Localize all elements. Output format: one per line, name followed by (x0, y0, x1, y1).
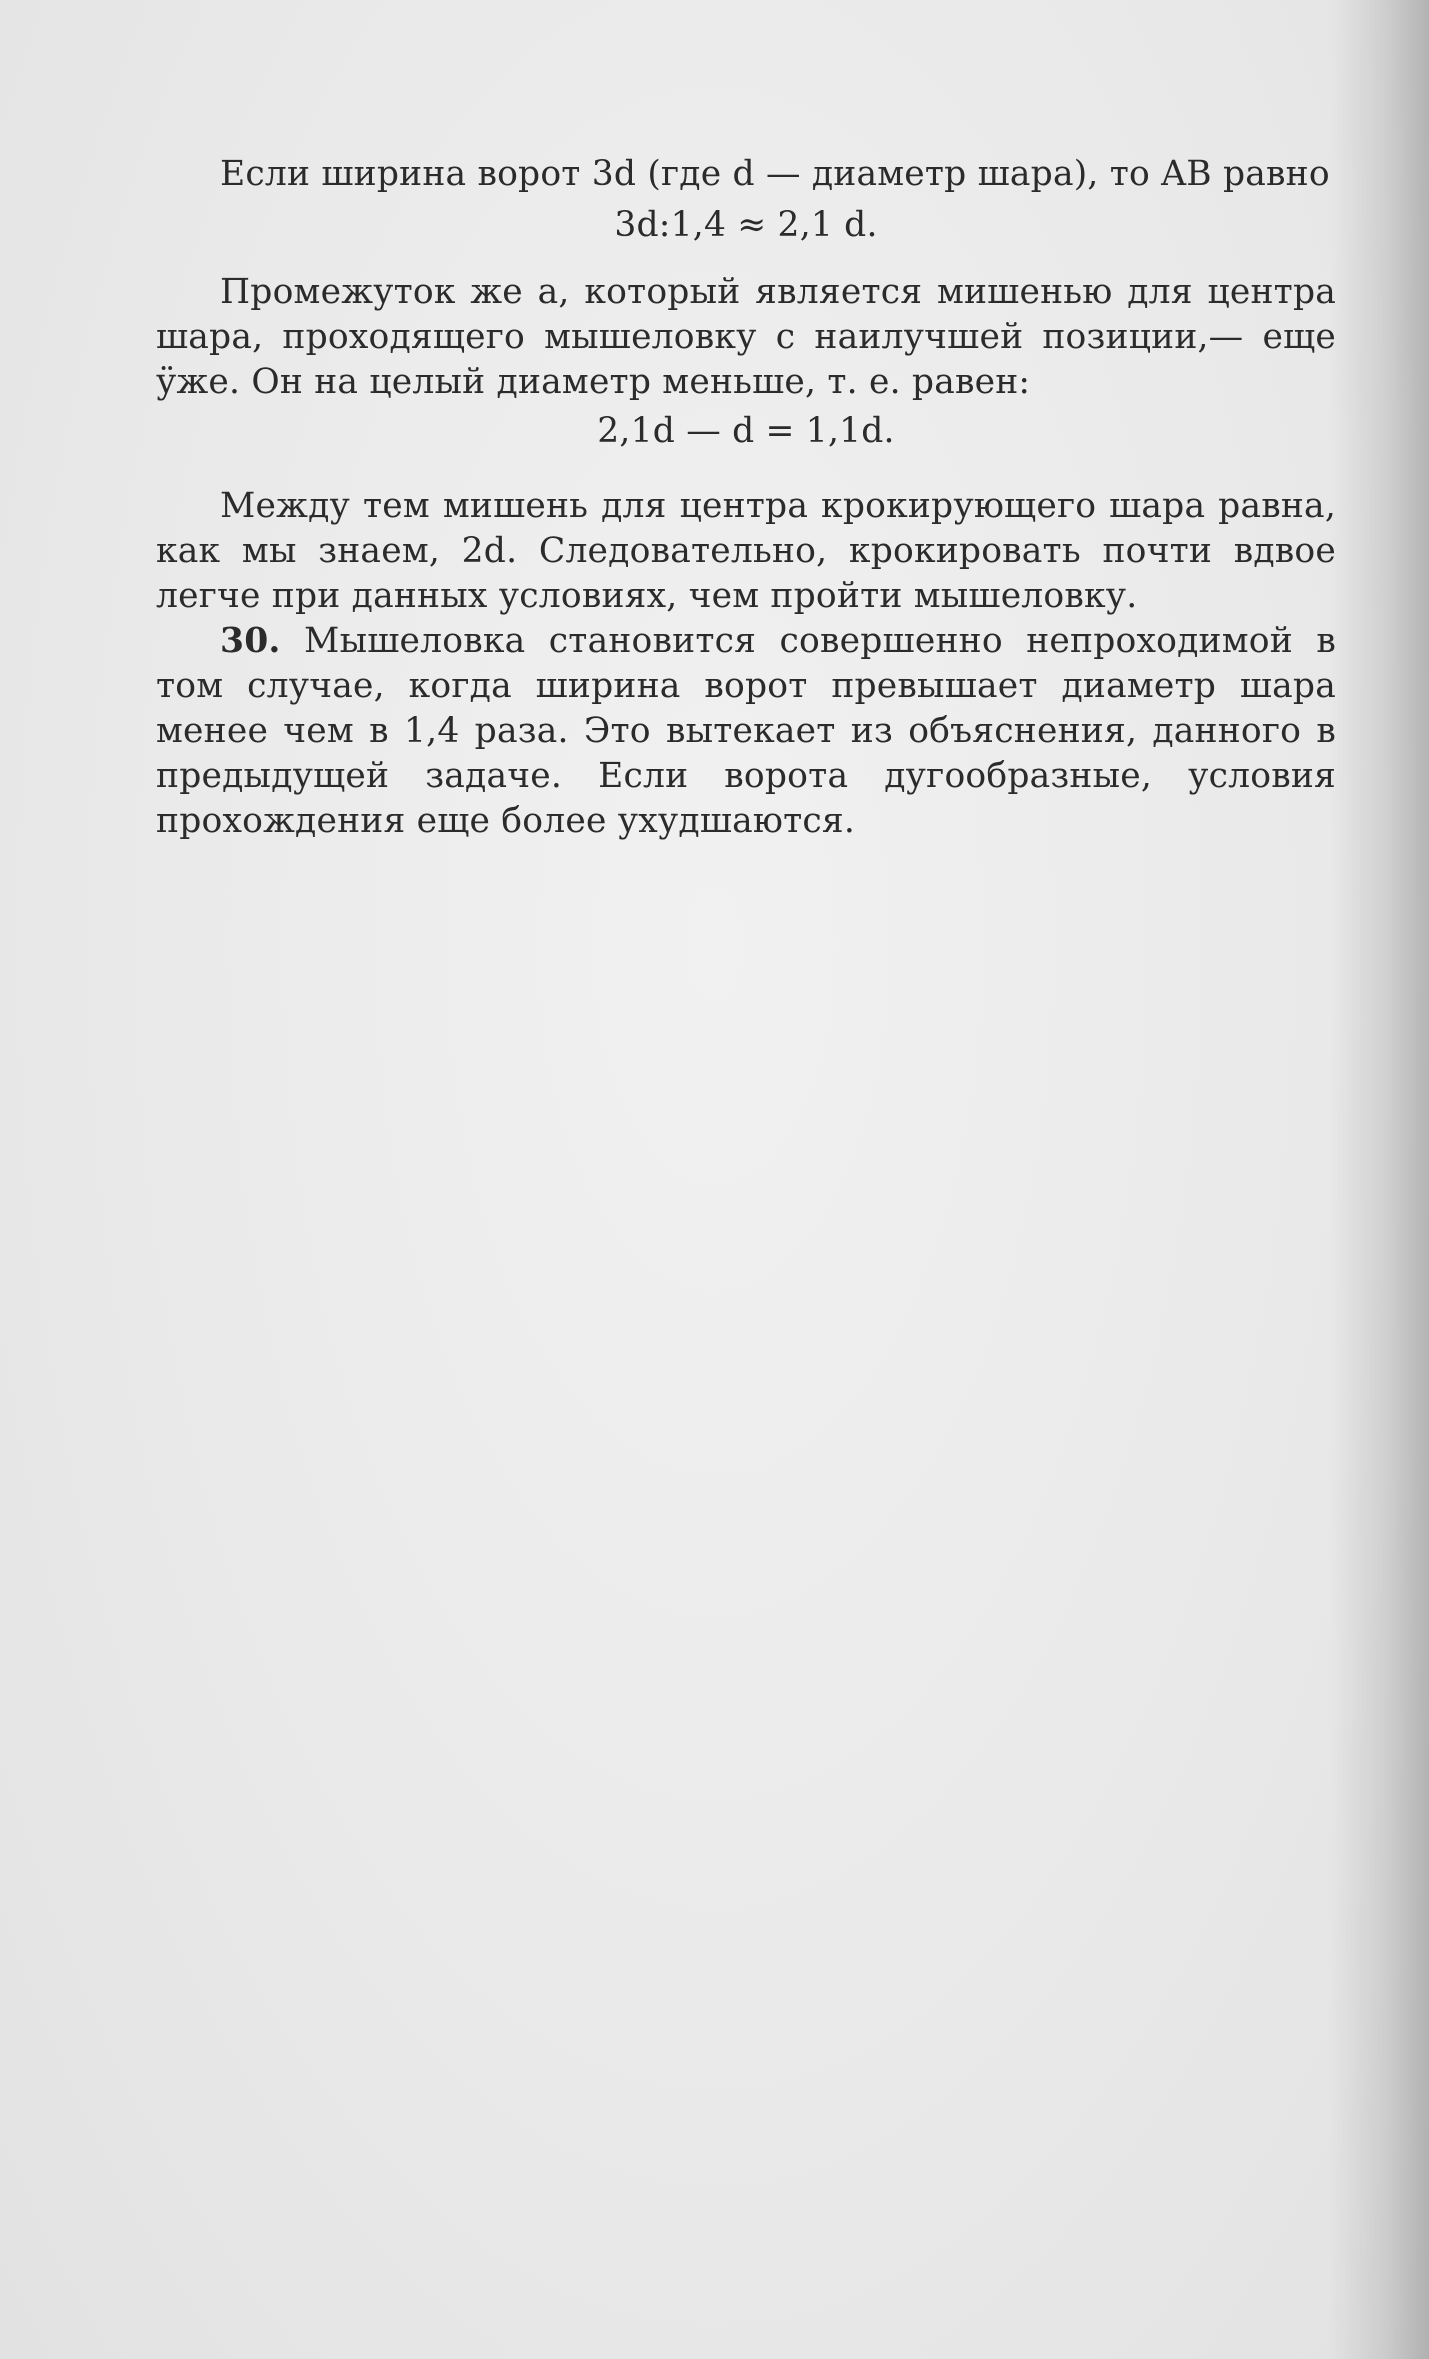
formula-1: 3d:1,4 ≈ 2,1 d. (614, 205, 878, 245)
problem-number: 30. (220, 621, 281, 661)
paragraph-2: Промежуток же a, который является мишенью для центра шара, проходящего мышеловку с наилучшей позиции,— еще ӱже. Он на целый диаметр меньше, т. е. равен: (156, 272, 1336, 402)
paragraph-4 (156, 619, 1336, 844)
paragraph-3: Между тем мишень для центра крокирующего шара равна, как мы знаем, 2d. Следовательно, крокировать почти вдвое легче при данных условиях, чем пройти мышеловку. (156, 486, 1336, 616)
paragraph-1: Если ширина ворот 3d (где d — диаметр шара), то AB равно (220, 154, 1330, 194)
page-text (156, 152, 1336, 844)
formula-2: 2,1d — d = 1,1d. (597, 411, 895, 451)
paragraph-4-text: Мышеловка становится совершенно непроходимой в том случае, когда ширина ворот превышает диаметр шара менее чем в 1,4 раза. Это вытекает из объяснения, данного в предыдущей задаче. Если ворота дугообразные, условия прохождения еще более ухудшаются. (156, 621, 1336, 841)
